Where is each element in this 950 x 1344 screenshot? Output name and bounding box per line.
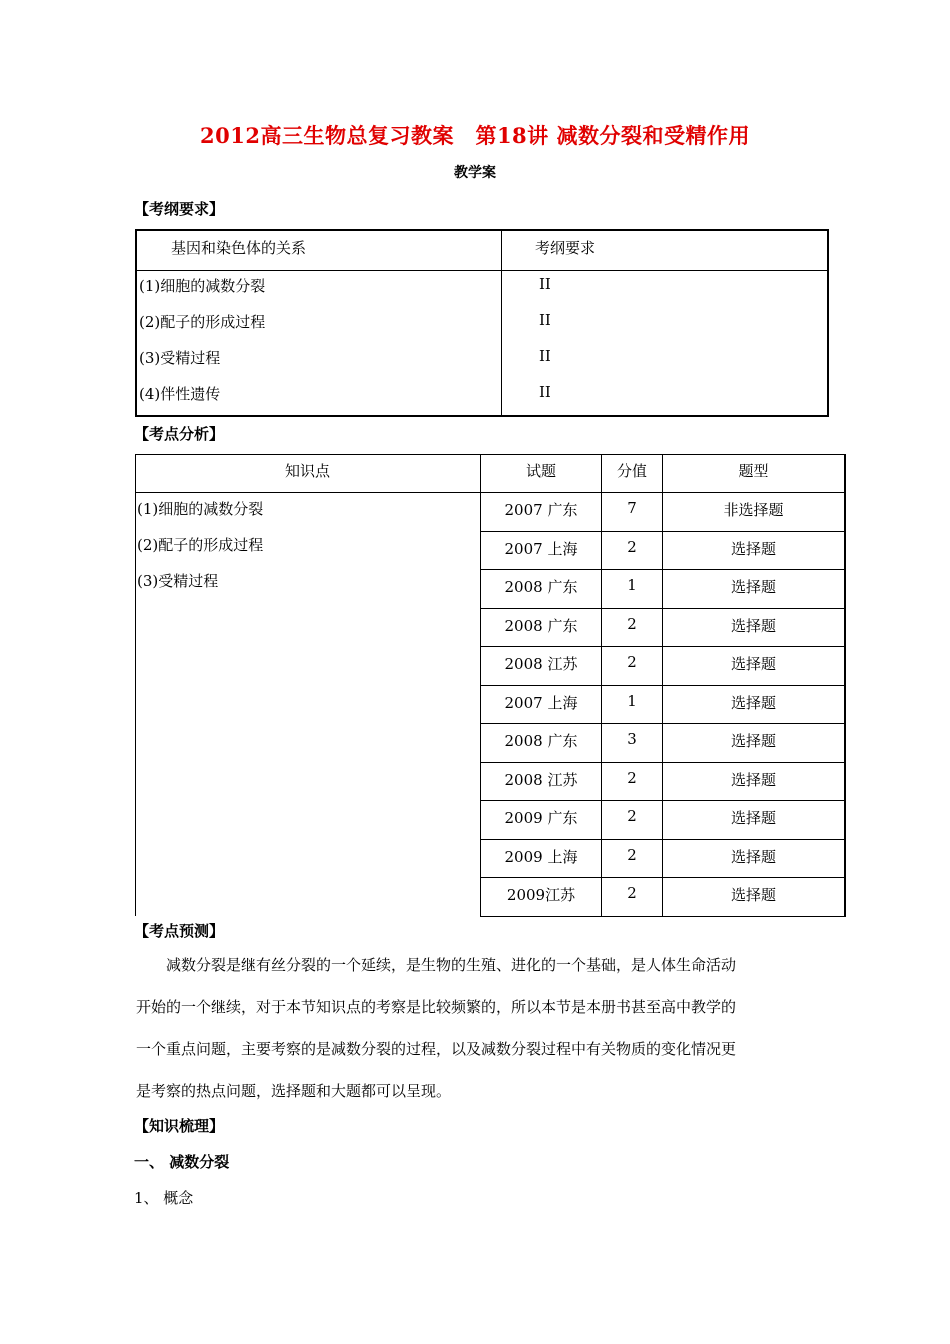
table-border bbox=[480, 762, 846, 763]
paragraph-line: 减数分裂是继有丝分裂的一个延续，是生物的生殖、进化的一个基础，是人体生命活动 bbox=[136, 956, 737, 974]
table-border bbox=[480, 569, 846, 570]
table-cell-topic: (1)细胞的减数分裂 bbox=[139, 277, 266, 295]
knowledge-point: (3)受精过程 bbox=[137, 572, 219, 590]
table-cell-type: 选择题 bbox=[730, 732, 776, 750]
table-header-cell: 考纲要求 bbox=[535, 239, 596, 257]
table-cell-score: 1 bbox=[627, 691, 637, 710]
table-header-cell: 试题 bbox=[525, 462, 556, 480]
prediction-paragraph bbox=[136, 944, 816, 1112]
table-cell-exam: 2008 广东 bbox=[504, 616, 578, 635]
table-cell-level: II bbox=[539, 311, 551, 329]
table-cell-exam: 2009江苏 bbox=[506, 886, 576, 904]
table-cell-exam: 2008 广东 bbox=[504, 732, 578, 750]
table-cell-topic: (4)伴性遗传 bbox=[139, 385, 221, 403]
table-cell-topic: (3)受精过程 bbox=[139, 349, 221, 367]
table-cell-type: 选择题 bbox=[730, 539, 776, 558]
table-border bbox=[135, 454, 846, 455]
table-cell-type: 选择题 bbox=[730, 655, 776, 673]
table-border bbox=[135, 454, 136, 916]
section-heading-prediction: 【考点预测】 bbox=[134, 922, 225, 940]
table-cell-score: 2 bbox=[627, 537, 637, 556]
outline-item: 1、 概念 bbox=[134, 1189, 194, 1207]
table-cell-exam: 2009 上海 bbox=[504, 847, 578, 866]
table-cell-topic: (2)配子的形成过程 bbox=[139, 313, 266, 331]
table-border bbox=[480, 839, 846, 840]
table-border bbox=[480, 723, 846, 724]
table-cell-type: 选择题 bbox=[730, 886, 776, 904]
document-title: 2012高三生物总复习教案 第18讲 减数分裂和受精作用 bbox=[200, 123, 750, 148]
table-cell-level: II bbox=[539, 383, 551, 401]
table-cell-type: 选择题 bbox=[730, 770, 776, 789]
table-cell-exam: 2007 广东 bbox=[504, 501, 578, 519]
table-cell-exam: 2007 上海 bbox=[504, 539, 578, 558]
table-cell-type: 非选择题 bbox=[723, 501, 784, 519]
section-heading-analysis: 【考点分析】 bbox=[134, 425, 225, 443]
section-heading-knowledge: 【知识梳理】 bbox=[134, 1117, 225, 1135]
table-cell-score: 2 bbox=[627, 614, 637, 633]
paragraph-line: 是考察的热点问题，选择题和大题都可以呈现。 bbox=[136, 1082, 452, 1100]
table-header-cell: 基因和染色体的关系 bbox=[171, 239, 307, 257]
table-cell-type: 选择题 bbox=[730, 847, 776, 866]
section-heading-requirements: 【考纲要求】 bbox=[134, 200, 225, 218]
table-border bbox=[480, 800, 846, 801]
outline-part-heading: 一、 减数分裂 bbox=[134, 1153, 230, 1171]
table-cell-level: II bbox=[539, 347, 551, 365]
table-cell-score: 3 bbox=[627, 730, 637, 748]
table-cell-exam: 2008 广东 bbox=[504, 578, 578, 596]
table-cell-type: 选择题 bbox=[730, 809, 776, 827]
table-border bbox=[480, 877, 846, 878]
analysis-table bbox=[135, 454, 846, 916]
table-border bbox=[135, 492, 846, 493]
table-cell-type: 选择题 bbox=[730, 578, 776, 596]
table-cell-score: 2 bbox=[627, 768, 637, 787]
table-border bbox=[480, 916, 846, 917]
paragraph-line: 一个重点问题，主要考察的是减数分裂的过程，以及减数分裂过程中有关物质的变化情况更 bbox=[136, 1040, 737, 1058]
table-cell-score: 2 bbox=[627, 845, 637, 864]
table-cell-score: 1 bbox=[627, 576, 637, 594]
table-border bbox=[480, 646, 846, 647]
table-header-cell: 分值 bbox=[616, 462, 647, 480]
table-cell-type: 选择题 bbox=[730, 616, 776, 635]
table-divider bbox=[501, 231, 502, 415]
table-divider bbox=[137, 270, 827, 271]
table-border bbox=[480, 685, 846, 686]
table-cell-score: 2 bbox=[627, 807, 637, 825]
table-border bbox=[480, 608, 846, 609]
table-cell-exam: 2007 上海 bbox=[504, 693, 578, 712]
paragraph-line: 开始的一个继续，对于本节知识点的考察是比较频繁的，所以本节是本册书甚至高中教学的 bbox=[136, 998, 737, 1016]
table-header-cell: 知识点 bbox=[284, 462, 330, 480]
knowledge-point: (1)细胞的减数分裂 bbox=[137, 500, 264, 518]
table-cell-exam: 2008 江苏 bbox=[504, 770, 578, 789]
table-cell-exam: 2008 江苏 bbox=[504, 655, 578, 673]
requirements-table bbox=[135, 229, 829, 417]
table-cell-score: 2 bbox=[627, 653, 637, 671]
table-border bbox=[480, 531, 846, 532]
table-cell-type: 选择题 bbox=[730, 693, 776, 712]
table-cell-score: 7 bbox=[627, 499, 637, 517]
table-cell-level: II bbox=[539, 275, 551, 293]
table-cell-exam: 2009 广东 bbox=[504, 809, 578, 827]
document-subtitle: 教学案 bbox=[454, 165, 496, 181]
table-header-cell: 题型 bbox=[738, 462, 769, 480]
table-cell-score: 2 bbox=[627, 884, 637, 902]
knowledge-point: (2)配子的形成过程 bbox=[137, 536, 264, 554]
